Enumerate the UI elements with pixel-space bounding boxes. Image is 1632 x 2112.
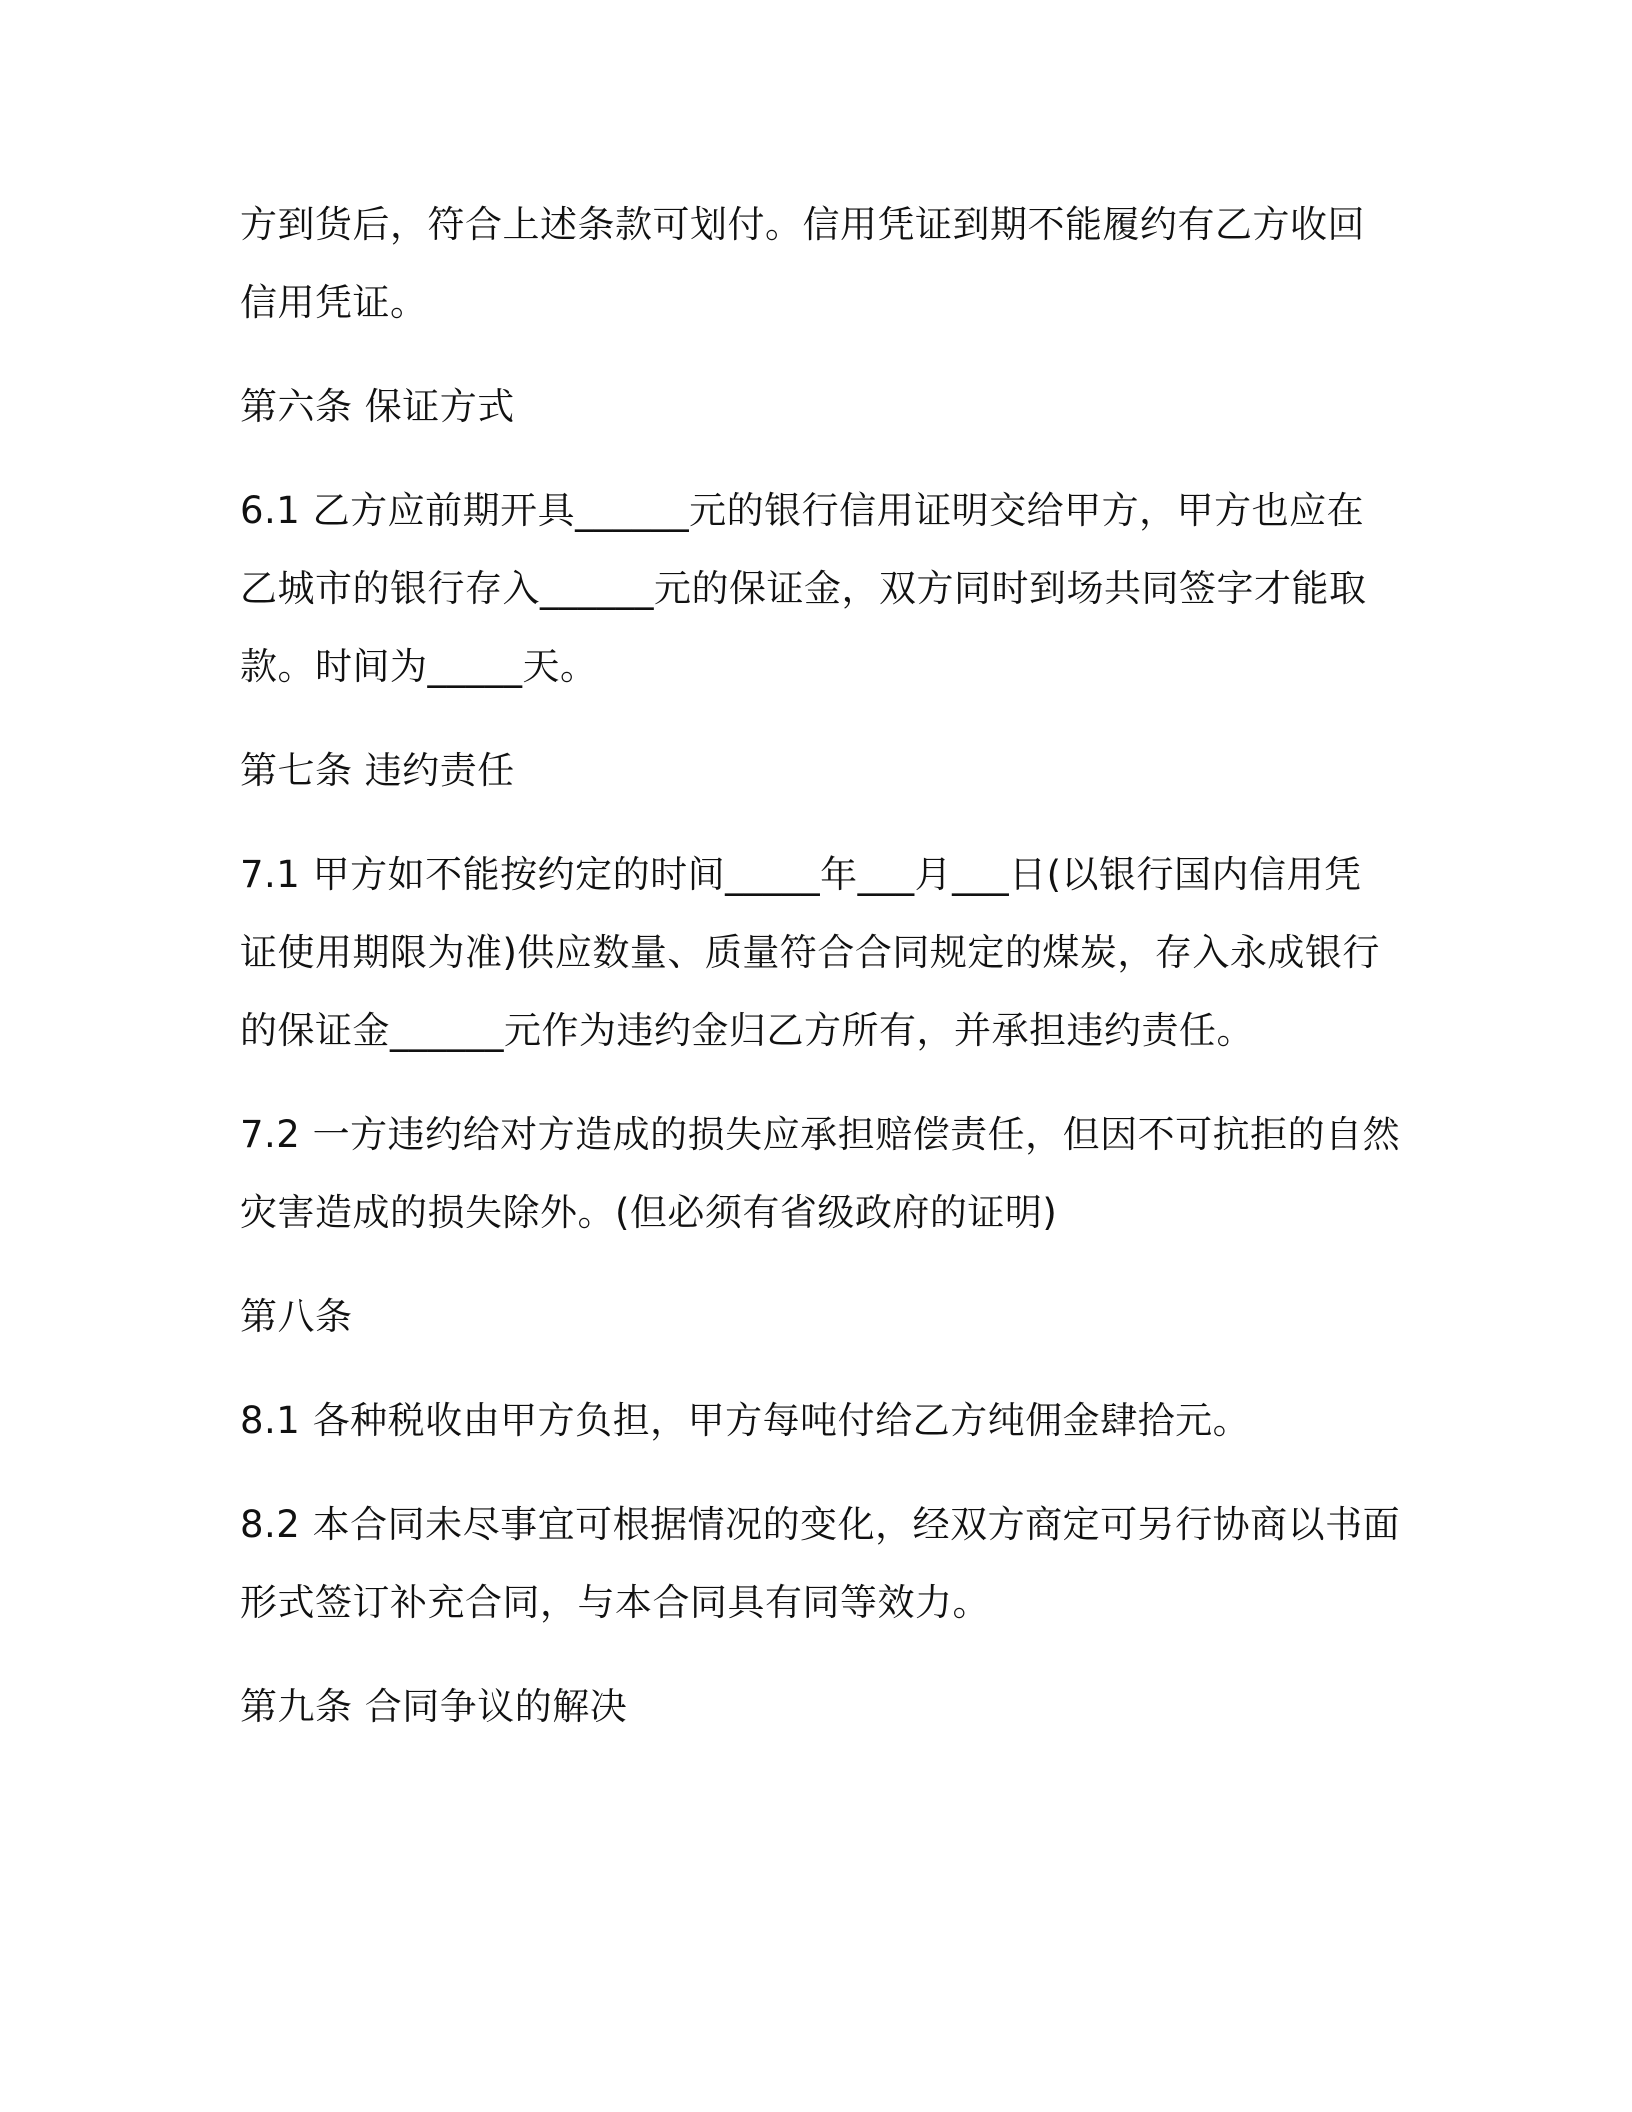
heading-text: 第八条	[240, 1295, 353, 1338]
text-line: 款。时间为_____天。	[240, 645, 598, 688]
text-line: 乙城市的银行存入______元的保证金，双方同时到场共同签字才能取	[240, 567, 1367, 610]
text-line: 8.1 各种税收由甲方负担，甲方每吨付给乙方纯佣金肆拾元。	[240, 1399, 1251, 1442]
clause-7-1	[240, 836, 1410, 1070]
text-line: 7.1 甲方如不能按约定的时间_____年___月___日(以银行国内信用凭	[240, 853, 1362, 896]
text-line: 7.2 一方违约给对方造成的损失应承担赔偿责任，但因不可抗拒的自然	[240, 1113, 1401, 1156]
heading-text: 第九条 合同争议的解决	[240, 1685, 628, 1728]
text-line: 信用凭证。	[240, 281, 428, 324]
paragraph-continuation	[240, 186, 1410, 342]
article-8-heading	[240, 1278, 1410, 1356]
document-body	[240, 186, 1410, 1772]
text-line: 8.2 本合同未尽事宜可根据情况的变化，经双方商定可另行协商以书面	[240, 1503, 1401, 1546]
text-line: 方到货后，符合上述条款可划付。信用凭证到期不能履约有乙方收回	[240, 203, 1365, 246]
text-line: 形式签订补充合同，与本合同具有同等效力。	[240, 1581, 990, 1624]
heading-text: 第七条 违约责任	[240, 749, 515, 792]
text-line: 6.1 乙方应前期开具______元的银行信用证明交给甲方，甲方也应在	[240, 489, 1365, 532]
clause-8-1	[240, 1382, 1410, 1460]
clause-6-1	[240, 472, 1410, 706]
text-line: 灾害造成的损失除外。(但必须有省级政府的证明)	[240, 1191, 1058, 1234]
text-line: 证使用期限为准)供应数量、质量符合合同规定的煤炭，存入永成银行	[240, 931, 1380, 974]
clause-8-2	[240, 1486, 1410, 1642]
clause-7-2	[240, 1096, 1410, 1252]
article-9-heading	[240, 1668, 1410, 1746]
text-line: 的保证金______元作为违约金归乙方所有，并承担违约责任。	[240, 1009, 1254, 1052]
article-7-heading	[240, 732, 1410, 810]
heading-text: 第六条 保证方式	[240, 385, 515, 428]
article-6-heading	[240, 368, 1410, 446]
